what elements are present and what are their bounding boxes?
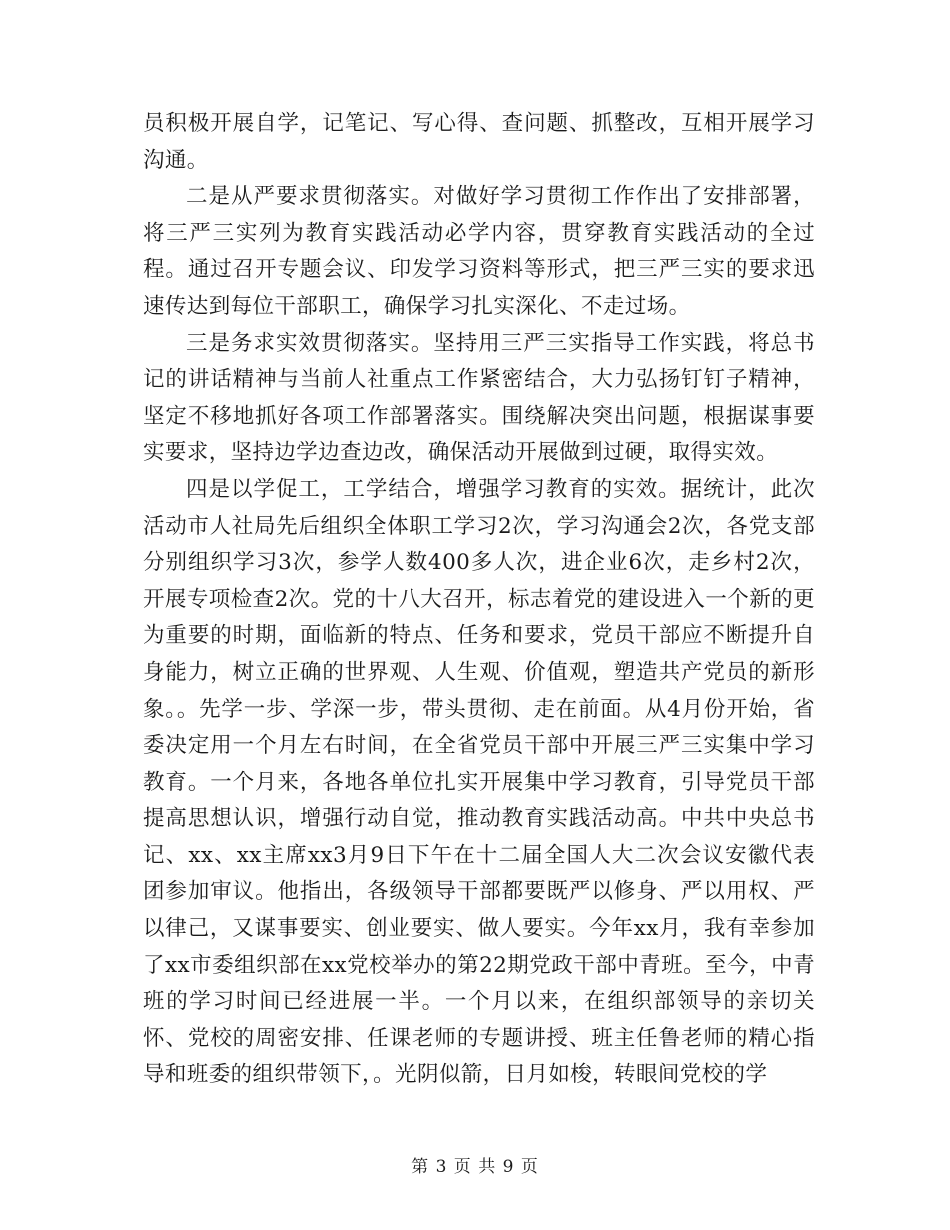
paragraph-point-two: 二是从严要求贯彻落实。对做好学习贯彻工作作出了安排部署，将三严三实列为教育实践活动必学内容，贯穿教育实践活动的全过程。通过召开专题会议、印发学习资料等形式，把三严三实的要求迅速传达到每位干部职工，确保学习扎实深化、不走过场。 — [143, 184, 815, 319]
page-number-footer: 第 3 页 共 9 页 — [411, 1157, 539, 1177]
paragraph-point-three: 三是务求实效贯彻落实。坚持用三严三实指导工作实践，将总书记的讲话精神与当前人社重点工作紧密结合，大力弘扬钉钉子精神，坚定不移地抓好各项工作部署落实。围绕解决突出问题，根据谋事要实要求，坚持边学边查边改，确保活动开展做到过硬，取得实效。 — [143, 330, 815, 466]
document-body — [143, 106, 815, 1094]
paragraph-continued: 员积极开展自学，记笔记、写心得、查问题、抓整改，互相开展学习沟通。 — [143, 111, 815, 173]
paragraph-point-four: 四是以学促工，工学结合，增强学习教育的实效。据统计，此次活动市人社局先后组织全体职工学习2次，学习沟通会2次，各党支部分别组织学习3次，参学人数400多人次，进企业6次，走乡村2次，开展专项检查2次。党的十八大召开，标志着党的建设进入一个新的更为重要的时期，面临新的特点、任务和要求，党员干部应不断提升自身能力，树立正确的世界观、人生观、价值观，塑造共产党员的新形象。。先学一步、学深一步，带头贯彻、走在前面。从4月份开始，省委决定用一个月左右时间，在全省党员干部中开展三严三实集中学习教育。一个月来，各地各单位扎实开展集中学习教育，引导党员干部提高思想认识，增强行动自觉，推动教育实践活动高。中共中央总书记、xx、xx主席xx3月9日下午在十二届全国人大二次会议安徽代表团参加审议。他指出，各级领导干部都要既严以修身、严以用权、严以律己，又谋事要实、创业要实、做人要实。今年xx月，我有幸参加了xx市委组织部在xx党校举办的第22期党政干部中青班。至今，中青班的学习时间已经进展一半。一个月以来，在组织部领导的亲切关怀、党校的周密安排、任课老师的专题讲授、班主任鲁老师的精心指导和班委的组织带领下，。光阴似箭，日月如梭，转眼间党校的学 — [143, 476, 815, 1088]
